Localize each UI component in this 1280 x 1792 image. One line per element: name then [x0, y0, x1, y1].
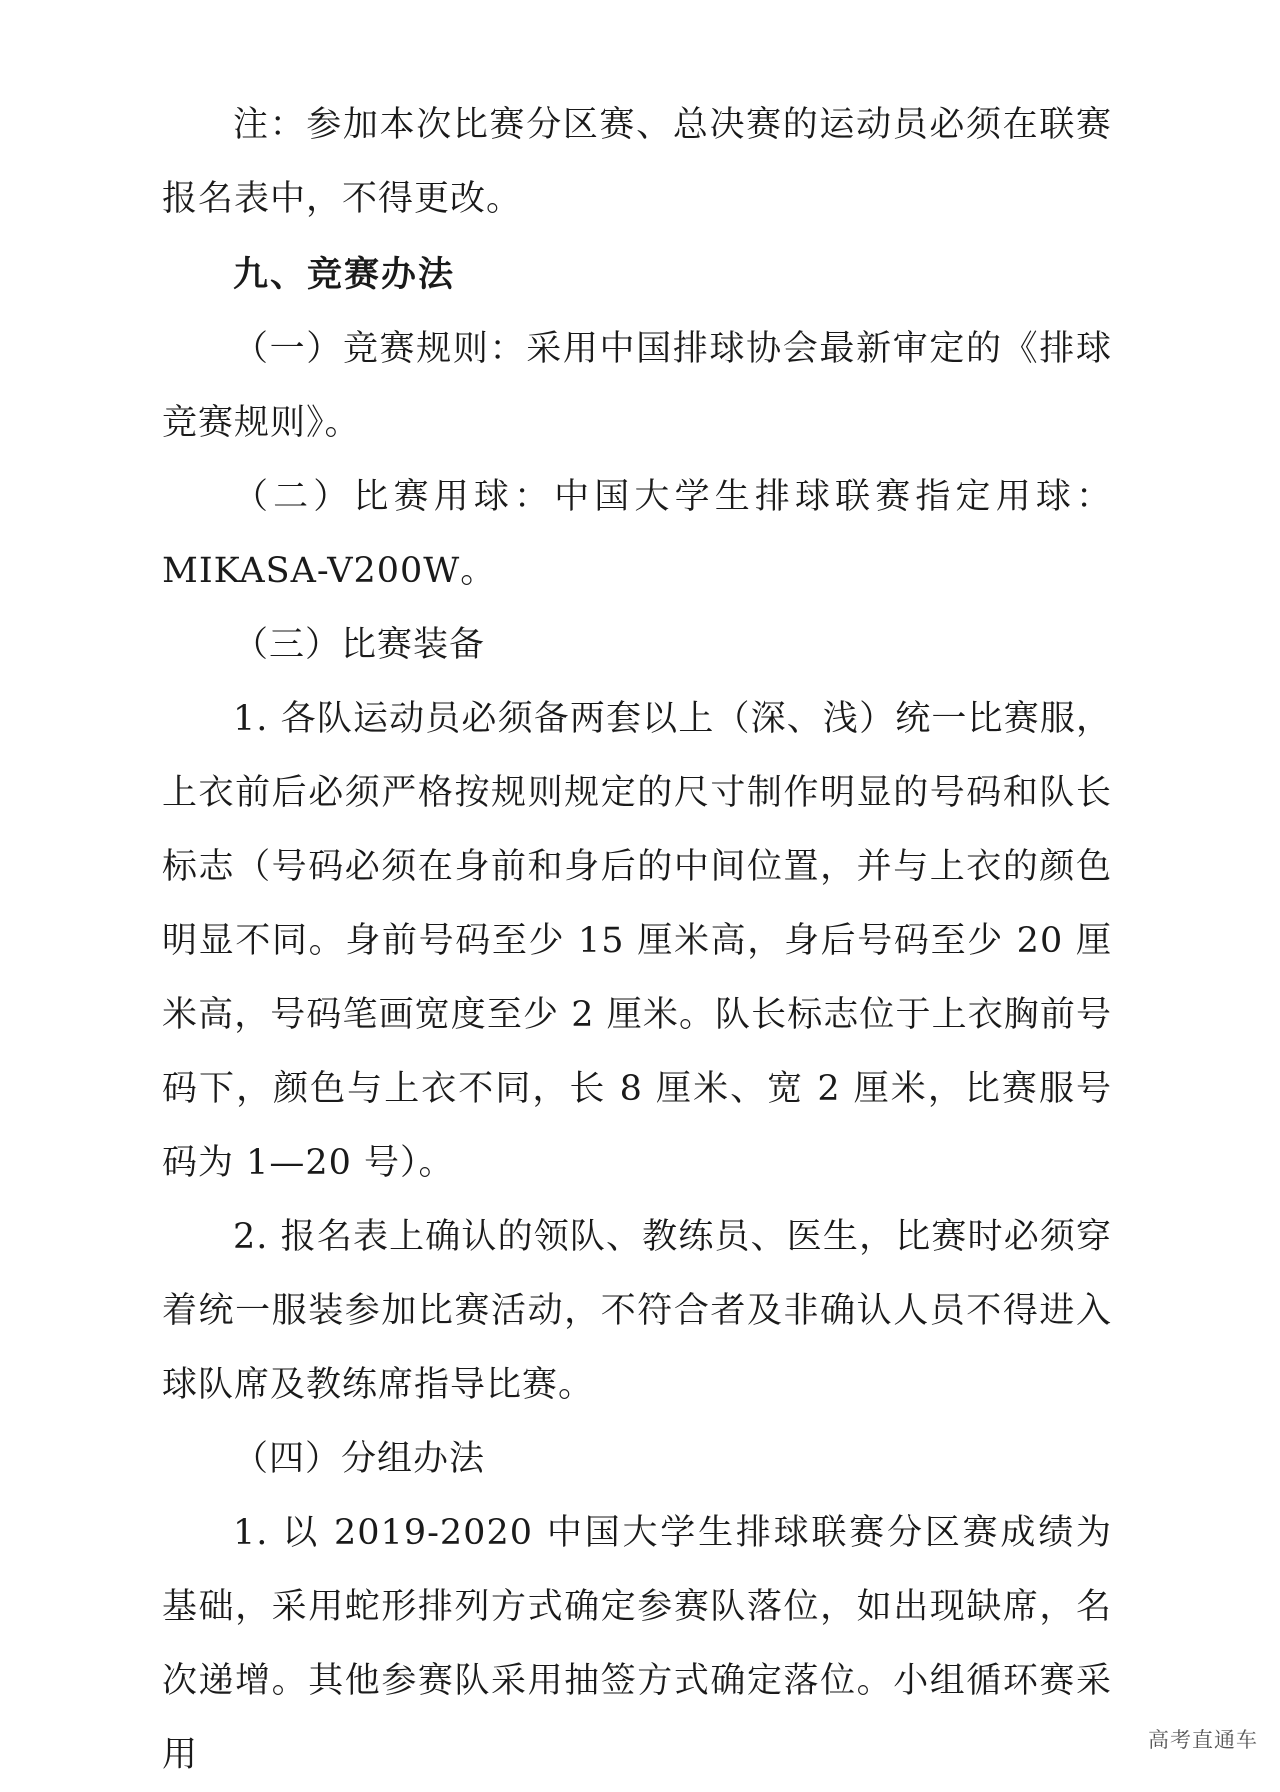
note-paragraph: 注：参加本次比赛分区赛、总决赛的运动员必须在联赛报名表中，不得更改。 [162, 105, 1112, 219]
grouping-subheading: （四）分组办法 [233, 1439, 486, 1479]
equipment-subheading: （三）比赛装备 [233, 625, 486, 665]
rules-paragraph: （一）竞赛规则：采用中国排球协会最新审定的《排球竞赛规则》。 [162, 329, 1112, 443]
uniform-paragraph: 1. 各队运动员必须备两套以上（深、浅）统一比赛服，上衣前后必须严格按规则规定的尺寸制作明显的号码和队长标志（号码必须在身前和身后的中间位置，并与上衣的颜色明显不同。身前号码至少 15 厘米高，身后号码至少 20 厘米高，号码笔画宽度至少 2 厘米。队长标志位于上衣胸前号码下，颜色与上衣不同，长 8 厘米、宽 2 厘米，比赛服号码为 1—20 号）。 [162, 699, 1112, 1183]
watermark: 高考直通车 [1148, 1728, 1258, 1752]
grouping-paragraph: 1. 以 2019-2020 中国大学生排球联赛分区赛成绩为基础，采用蛇形排列方式确定参赛队落位，如出现缺席，名次递增。其他参赛队采用抽签方式确定落位。小组循环赛采用 [162, 1513, 1112, 1775]
document-body [162, 88, 1112, 1792]
staff-paragraph: 2. 报名表上确认的领队、教练员、医生，比赛时必须穿着统一服装参加比赛活动，不符合者及非确认人员不得进入球队席及教练席指导比赛。 [162, 1217, 1112, 1405]
ball-paragraph: （二）比赛用球：中国大学生排球联赛指定用球：MIKASA-V200W。 [162, 477, 1112, 591]
section-heading: 九、竞赛办法 [233, 255, 456, 295]
